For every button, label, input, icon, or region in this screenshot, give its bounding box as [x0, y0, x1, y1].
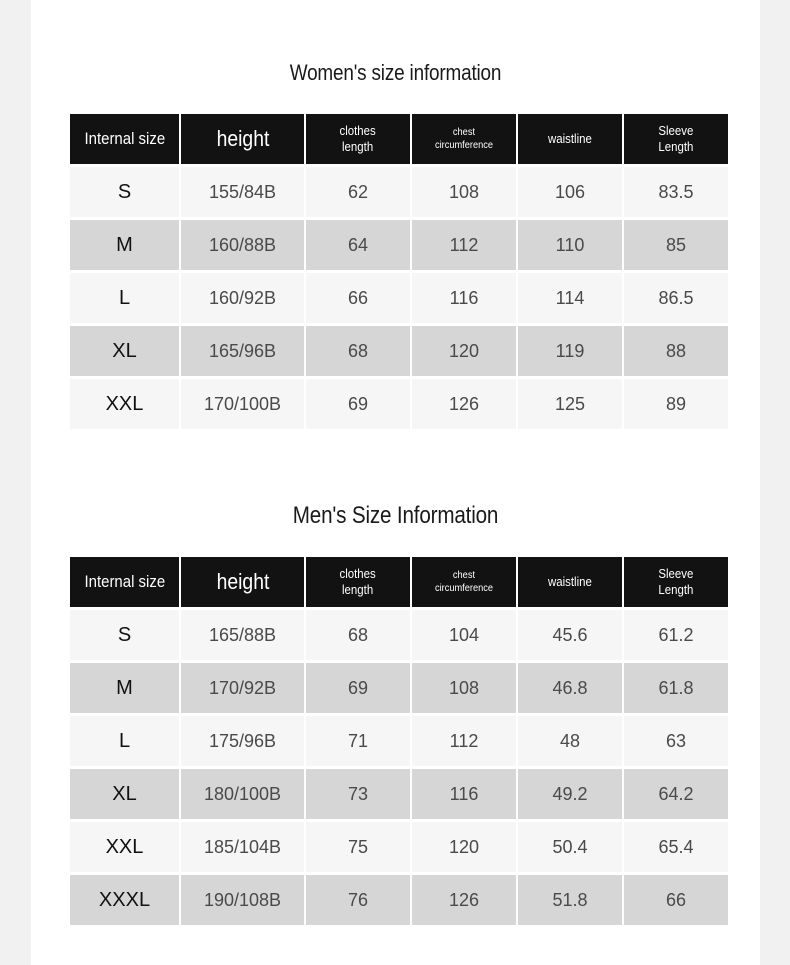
women-size-table — [70, 114, 721, 429]
table-cell: 185/104B — [181, 822, 304, 872]
header-chest-circumference-line: circumference — [434, 582, 494, 594]
table-cell: 125 — [518, 379, 622, 429]
header-clothes-length-label — [340, 566, 376, 597]
header-internal-size — [70, 557, 179, 607]
table-cell: 116 — [412, 769, 516, 819]
size-label-cell: M — [70, 663, 179, 713]
header-sleeve-length — [624, 557, 728, 607]
table-cell: 50.4 — [518, 822, 622, 872]
header-clothes-length — [306, 114, 410, 164]
table-cell: 76 — [306, 875, 410, 925]
header-height-label: height — [216, 125, 269, 151]
table-cell: 175/96B — [181, 716, 304, 766]
size-label-cell: L — [70, 273, 179, 323]
header-waistline — [518, 114, 622, 164]
table-cell: 69 — [306, 663, 410, 713]
table-cell: 83.5 — [624, 167, 728, 217]
header-chest-circumference-line: chest — [452, 126, 476, 139]
header-height-label: height — [216, 568, 269, 594]
table-cell: 104 — [412, 610, 516, 660]
table-cell: 119 — [518, 326, 622, 376]
table-cell: 112 — [412, 220, 516, 270]
table-cell: 116 — [412, 273, 516, 323]
table-cell: 64 — [306, 220, 410, 270]
table-cell: 114 — [518, 273, 622, 323]
table-cell: 46.8 — [518, 663, 622, 713]
size-chart-page — [31, 0, 760, 965]
table-cell: 165/96B — [181, 326, 304, 376]
size-label-cell: XXXL — [70, 875, 179, 925]
men-size-table — [70, 557, 721, 925]
size-label-cell: L — [70, 716, 179, 766]
table-cell: 89 — [624, 379, 728, 429]
table-cell: 66 — [306, 273, 410, 323]
header-chest-circumference-line: chest — [452, 569, 476, 582]
header-waistline-label: waistline — [548, 574, 592, 590]
table-cell: 62 — [306, 167, 410, 217]
table-cell: 126 — [412, 379, 516, 429]
table-cell: 120 — [412, 822, 516, 872]
header-height — [181, 114, 304, 164]
table-cell: 160/88B — [181, 220, 304, 270]
table-cell: 170/92B — [181, 663, 304, 713]
header-sleeve-length-label — [658, 566, 693, 597]
table-cell: 108 — [412, 167, 516, 217]
header-sleeve-length — [624, 114, 728, 164]
table-cell: 71 — [306, 716, 410, 766]
table-cell: 69 — [306, 379, 410, 429]
table-cell: 155/84B — [181, 167, 304, 217]
header-sleeve-length-line: Length — [658, 582, 694, 597]
header-sleeve-length-line: Sleeve — [658, 566, 694, 582]
header-internal-size-label: Internal size — [84, 128, 165, 148]
table-cell: 112 — [412, 716, 516, 766]
women-size-title: Women's size information — [289, 60, 502, 85]
header-clothes-length-label — [340, 123, 376, 154]
table-cell: 65.4 — [624, 822, 728, 872]
header-chest-circumference — [412, 557, 516, 607]
header-clothes-length-line: clothes — [339, 123, 377, 139]
header-clothes-length — [306, 557, 410, 607]
header-chest-circumference-label — [435, 126, 493, 151]
header-clothes-length-line: length — [342, 139, 374, 154]
table-cell: 66 — [624, 875, 728, 925]
header-chest-circumference — [412, 114, 516, 164]
table-cell: 68 — [306, 326, 410, 376]
table-cell: 88 — [624, 326, 728, 376]
size-label-cell: XXL — [70, 379, 179, 429]
table-cell: 110 — [518, 220, 622, 270]
table-cell: 85 — [624, 220, 728, 270]
table-cell: 75 — [306, 822, 410, 872]
header-chest-circumference-label — [435, 569, 493, 594]
table-cell: 48 — [518, 716, 622, 766]
table-cell: 165/88B — [181, 610, 304, 660]
header-waistline-label: waistline — [548, 131, 592, 147]
header-clothes-length-line: clothes — [339, 566, 377, 582]
table-cell: 45.6 — [518, 610, 622, 660]
table-cell: 160/92B — [181, 273, 304, 323]
size-label-cell: XL — [70, 326, 179, 376]
table-cell: 61.8 — [624, 663, 728, 713]
header-sleeve-length-line: Sleeve — [658, 123, 694, 139]
table-cell: 190/108B — [181, 875, 304, 925]
header-chest-circumference-line: circumference — [434, 139, 494, 151]
header-clothes-length-line: length — [342, 582, 374, 597]
table-cell: 49.2 — [518, 769, 622, 819]
men-size-title: Men's Size Information — [292, 502, 499, 529]
table-cell: 63 — [624, 716, 728, 766]
table-cell: 68 — [306, 610, 410, 660]
header-height — [181, 557, 304, 607]
size-label-cell: M — [70, 220, 179, 270]
size-label-cell: XXL — [70, 822, 179, 872]
header-waistline — [518, 557, 622, 607]
table-cell: 180/100B — [181, 769, 304, 819]
table-cell: 61.2 — [624, 610, 728, 660]
table-cell: 108 — [412, 663, 516, 713]
table-cell: 64.2 — [624, 769, 728, 819]
table-cell: 120 — [412, 326, 516, 376]
table-cell: 126 — [412, 875, 516, 925]
header-sleeve-length-line: Length — [658, 139, 694, 154]
size-label-cell: S — [70, 610, 179, 660]
size-label-cell: XL — [70, 769, 179, 819]
header-sleeve-length-label — [658, 123, 693, 154]
size-label-cell: S — [70, 167, 179, 217]
table-cell: 73 — [306, 769, 410, 819]
header-internal-size-label: Internal size — [84, 571, 165, 591]
table-cell: 106 — [518, 167, 622, 217]
header-internal-size — [70, 114, 179, 164]
table-cell: 170/100B — [181, 379, 304, 429]
table-cell: 51.8 — [518, 875, 622, 925]
table-cell: 86.5 — [624, 273, 728, 323]
